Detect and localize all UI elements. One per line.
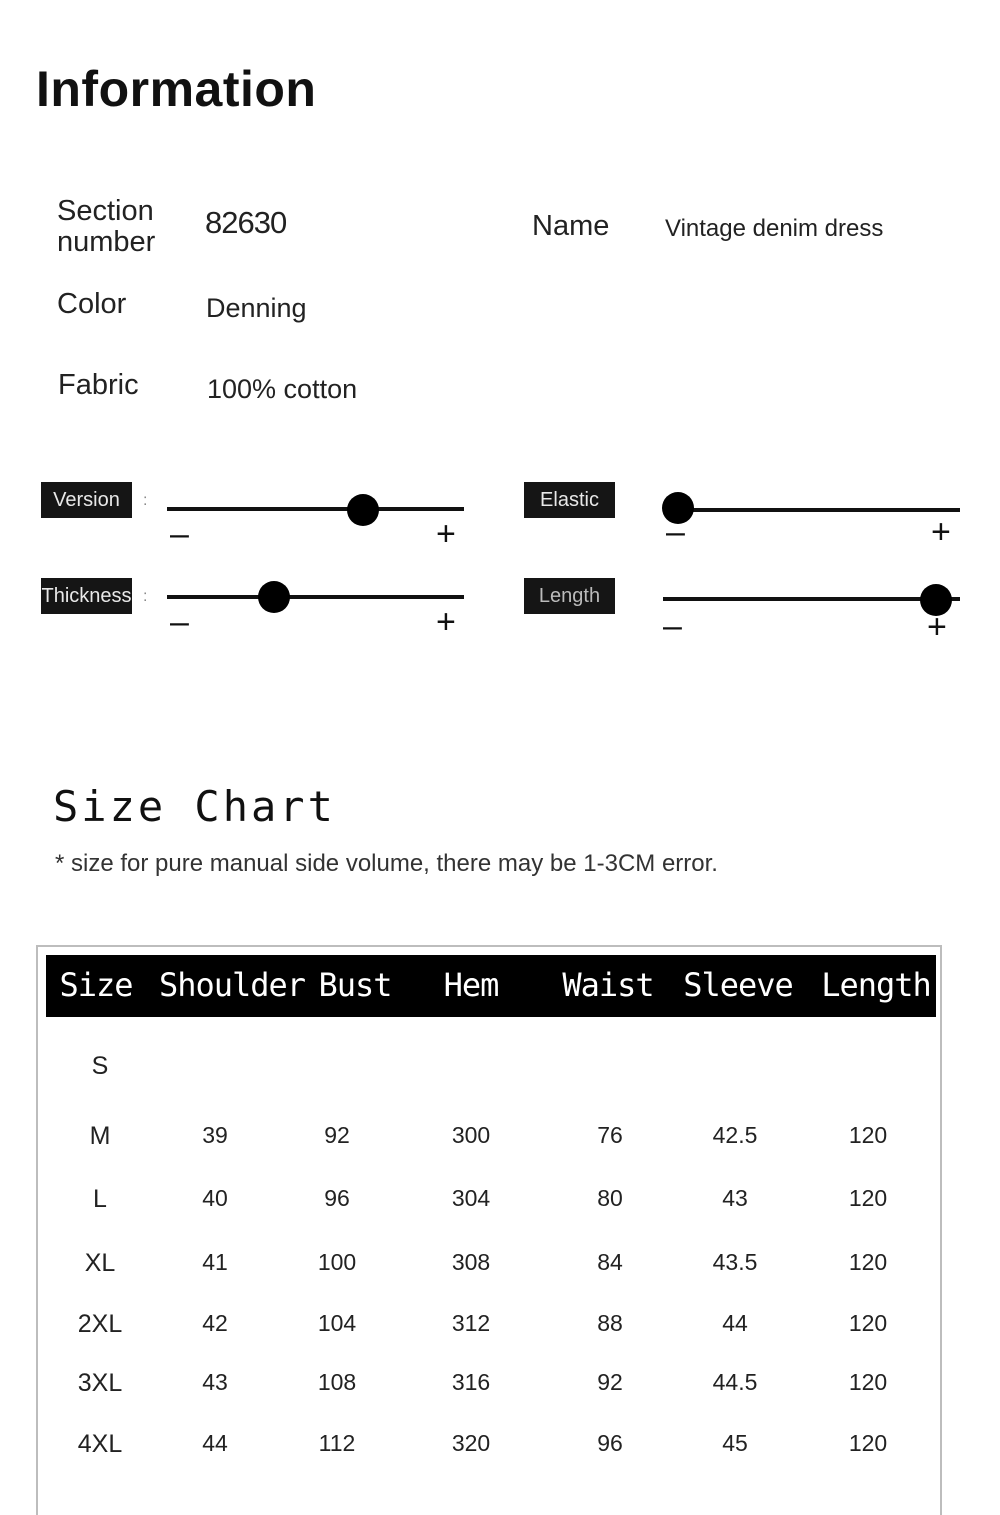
slider-label-thickness: Thickness xyxy=(41,578,132,614)
slider-label-length: Length xyxy=(524,578,615,614)
slider-label-version: Version xyxy=(41,482,132,518)
table-cell-size: 4XL xyxy=(77,1430,123,1458)
color-label: Color xyxy=(57,288,127,320)
table-cell-waist: 80 xyxy=(597,1185,623,1211)
table-cell-sleeve: 43 xyxy=(722,1185,748,1211)
minus-icon: – xyxy=(666,513,685,551)
color-value: Denning xyxy=(206,293,307,323)
table-cell-hem: 300 xyxy=(451,1122,491,1148)
table-cell-length: 120 xyxy=(848,1310,888,1336)
table-cell-size: 2XL xyxy=(77,1310,123,1338)
table-cell-hem: 312 xyxy=(451,1310,491,1336)
table-cell-size: S xyxy=(91,1052,109,1080)
table-cell-shoulder: 42 xyxy=(202,1310,228,1336)
slider-track xyxy=(167,507,464,511)
plus-icon: + xyxy=(931,513,951,551)
slider-colon: : xyxy=(143,588,148,605)
slider-knob xyxy=(258,581,290,613)
column-header-sleeve: Sleeve xyxy=(683,966,793,1004)
table-cell-waist: 76 xyxy=(597,1122,623,1148)
table-cell-shoulder: 41 xyxy=(202,1249,228,1275)
table-cell-shoulder: 44 xyxy=(202,1430,228,1456)
size-chart-title: Size Chart xyxy=(53,782,336,831)
table-cell-bust: 112 xyxy=(318,1430,356,1456)
table-cell-hem: 304 xyxy=(451,1185,491,1211)
name-value: Vintage denim dress xyxy=(665,215,884,242)
table-cell-bust: 96 xyxy=(324,1185,350,1211)
fabric-value: 100% cotton xyxy=(207,374,358,404)
table-cell-sleeve: 44 xyxy=(722,1310,748,1336)
table-cell-hem: 308 xyxy=(451,1249,491,1275)
table-cell-sleeve: 42.5 xyxy=(712,1122,758,1148)
column-header-waist: Waist xyxy=(562,966,654,1004)
table-cell-length: 120 xyxy=(848,1185,888,1211)
slider-track xyxy=(663,597,960,601)
slider-label-elastic: Elastic xyxy=(524,482,615,518)
table-cell-size: XL xyxy=(84,1249,116,1277)
slider-knob xyxy=(347,494,379,526)
column-header-shoulder: Shoulder xyxy=(158,966,306,1004)
table-cell-size: L xyxy=(93,1185,107,1213)
section-number-value: 82630 xyxy=(205,205,287,240)
column-header-size: Size xyxy=(59,966,133,1004)
table-cell-size: 3XL xyxy=(77,1369,123,1397)
column-header-length: Length xyxy=(821,966,931,1004)
table-cell-length: 120 xyxy=(848,1369,888,1395)
column-header-hem: Hem xyxy=(443,966,499,1004)
minus-icon: – xyxy=(663,607,682,645)
table-cell-bust: 92 xyxy=(324,1122,350,1148)
table-cell-bust: 100 xyxy=(317,1249,357,1275)
table-cell-hem: 320 xyxy=(451,1430,491,1456)
table-cell-waist: 88 xyxy=(597,1310,623,1336)
section-number-label xyxy=(57,196,187,258)
minus-icon: – xyxy=(170,603,189,641)
table-cell-hem: 316 xyxy=(451,1369,491,1395)
table-cell-waist: 92 xyxy=(597,1369,623,1395)
table-cell-shoulder: 43 xyxy=(202,1369,228,1395)
table-cell-sleeve: 45 xyxy=(722,1430,748,1456)
table-cell-length: 120 xyxy=(848,1122,888,1148)
plus-icon: + xyxy=(436,603,456,641)
table-cell-waist: 96 xyxy=(597,1430,623,1456)
fabric-label: Fabric xyxy=(58,369,139,401)
page-title: Information xyxy=(36,61,317,117)
size-chart-note: * size for pure manual side volume, there may be 1-3CM error. xyxy=(55,850,718,877)
minus-icon: – xyxy=(170,515,189,553)
table-cell-size: M xyxy=(89,1122,111,1150)
slider-colon: : xyxy=(143,492,148,509)
column-header-bust: Bust xyxy=(318,966,392,1004)
table-cell-shoulder: 39 xyxy=(202,1122,228,1148)
plus-icon: + xyxy=(436,515,456,553)
slider-track xyxy=(678,508,960,512)
table-cell-sleeve: 43.5 xyxy=(712,1249,758,1275)
table-cell-shoulder: 40 xyxy=(202,1185,228,1211)
table-cell-sleeve: 44.5 xyxy=(712,1369,758,1395)
section-number-label-text: Section number xyxy=(57,195,156,258)
slider-track xyxy=(167,595,464,599)
table-cell-length: 120 xyxy=(848,1430,888,1456)
plus-icon: + xyxy=(927,608,947,646)
table-cell-bust: 104 xyxy=(317,1310,357,1336)
table-cell-bust: 108 xyxy=(317,1369,357,1395)
name-label: Name xyxy=(532,210,610,242)
table-cell-length: 120 xyxy=(848,1249,888,1275)
table-cell-waist: 84 xyxy=(597,1249,623,1275)
